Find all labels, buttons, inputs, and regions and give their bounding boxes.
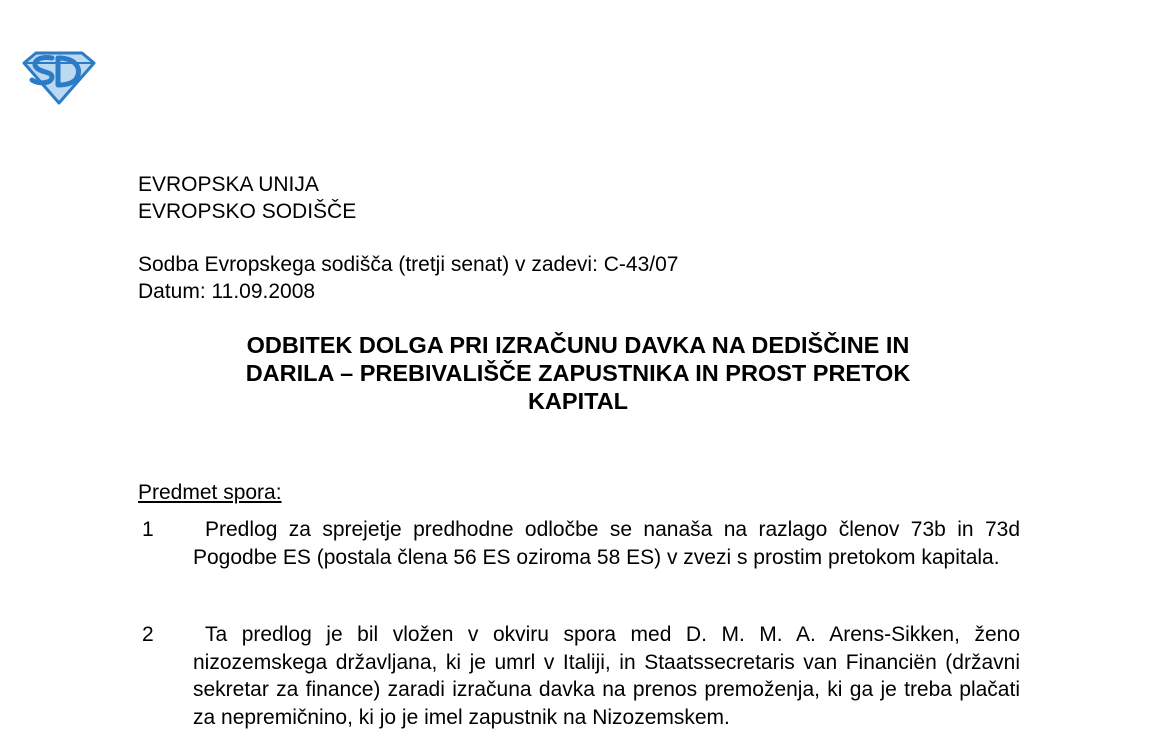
logo-icon bbox=[22, 49, 96, 105]
paragraph bbox=[138, 516, 1020, 571]
title-line: DARILA – PREBIVALIŠČE ZAPUSTNIKA IN PROST PRETOK bbox=[245, 360, 911, 386]
title-line: ODBITEK DOLGA PRI IZRAČUNU DAVKA NA DEDIŠČINE IN bbox=[246, 332, 910, 358]
title-line: KAPITAL bbox=[527, 388, 629, 414]
section-heading: Predmet spora: bbox=[138, 481, 282, 504]
paragraph-number: 1 bbox=[142, 518, 154, 541]
document-title bbox=[138, 331, 1018, 415]
header-union: EVROPSKA UNIJA bbox=[138, 173, 319, 196]
paragraph-text: Predlog za sprejetje predhodne odločbe se nanaša na razlago členov 73b in 73d Pogodbe ES (postala člena 56 ES oziroma 58 ES) v zvezi s prostim pretokom kapitala. bbox=[193, 518, 1020, 569]
header-court: EVROPSKO SODIŠČE bbox=[138, 200, 357, 223]
case-reference: Sodba Evropskega sodišča (tretji senat) v zadevi: C-43/07 bbox=[138, 253, 679, 276]
paragraph-text: Ta predlog je bil vložen v okviru spora med D. M. M. A. Arens-Sikken, ženo nizozemskega državljana, ki je umrl v Italiji, in Staatssecretaris van Financiën (državni sekretar za finance) zaradi izračuna davka na prenos premoženja, ki ga je treba plačati za nepremičnino, ki jo je imel zapustnik na Nizozemskem. bbox=[193, 623, 1020, 729]
case-info bbox=[138, 251, 678, 305]
paragraph-number: 2 bbox=[142, 623, 154, 646]
document-header bbox=[138, 171, 356, 225]
paragraph bbox=[138, 621, 1020, 731]
case-date: Datum: 11.09.2008 bbox=[138, 280, 316, 303]
